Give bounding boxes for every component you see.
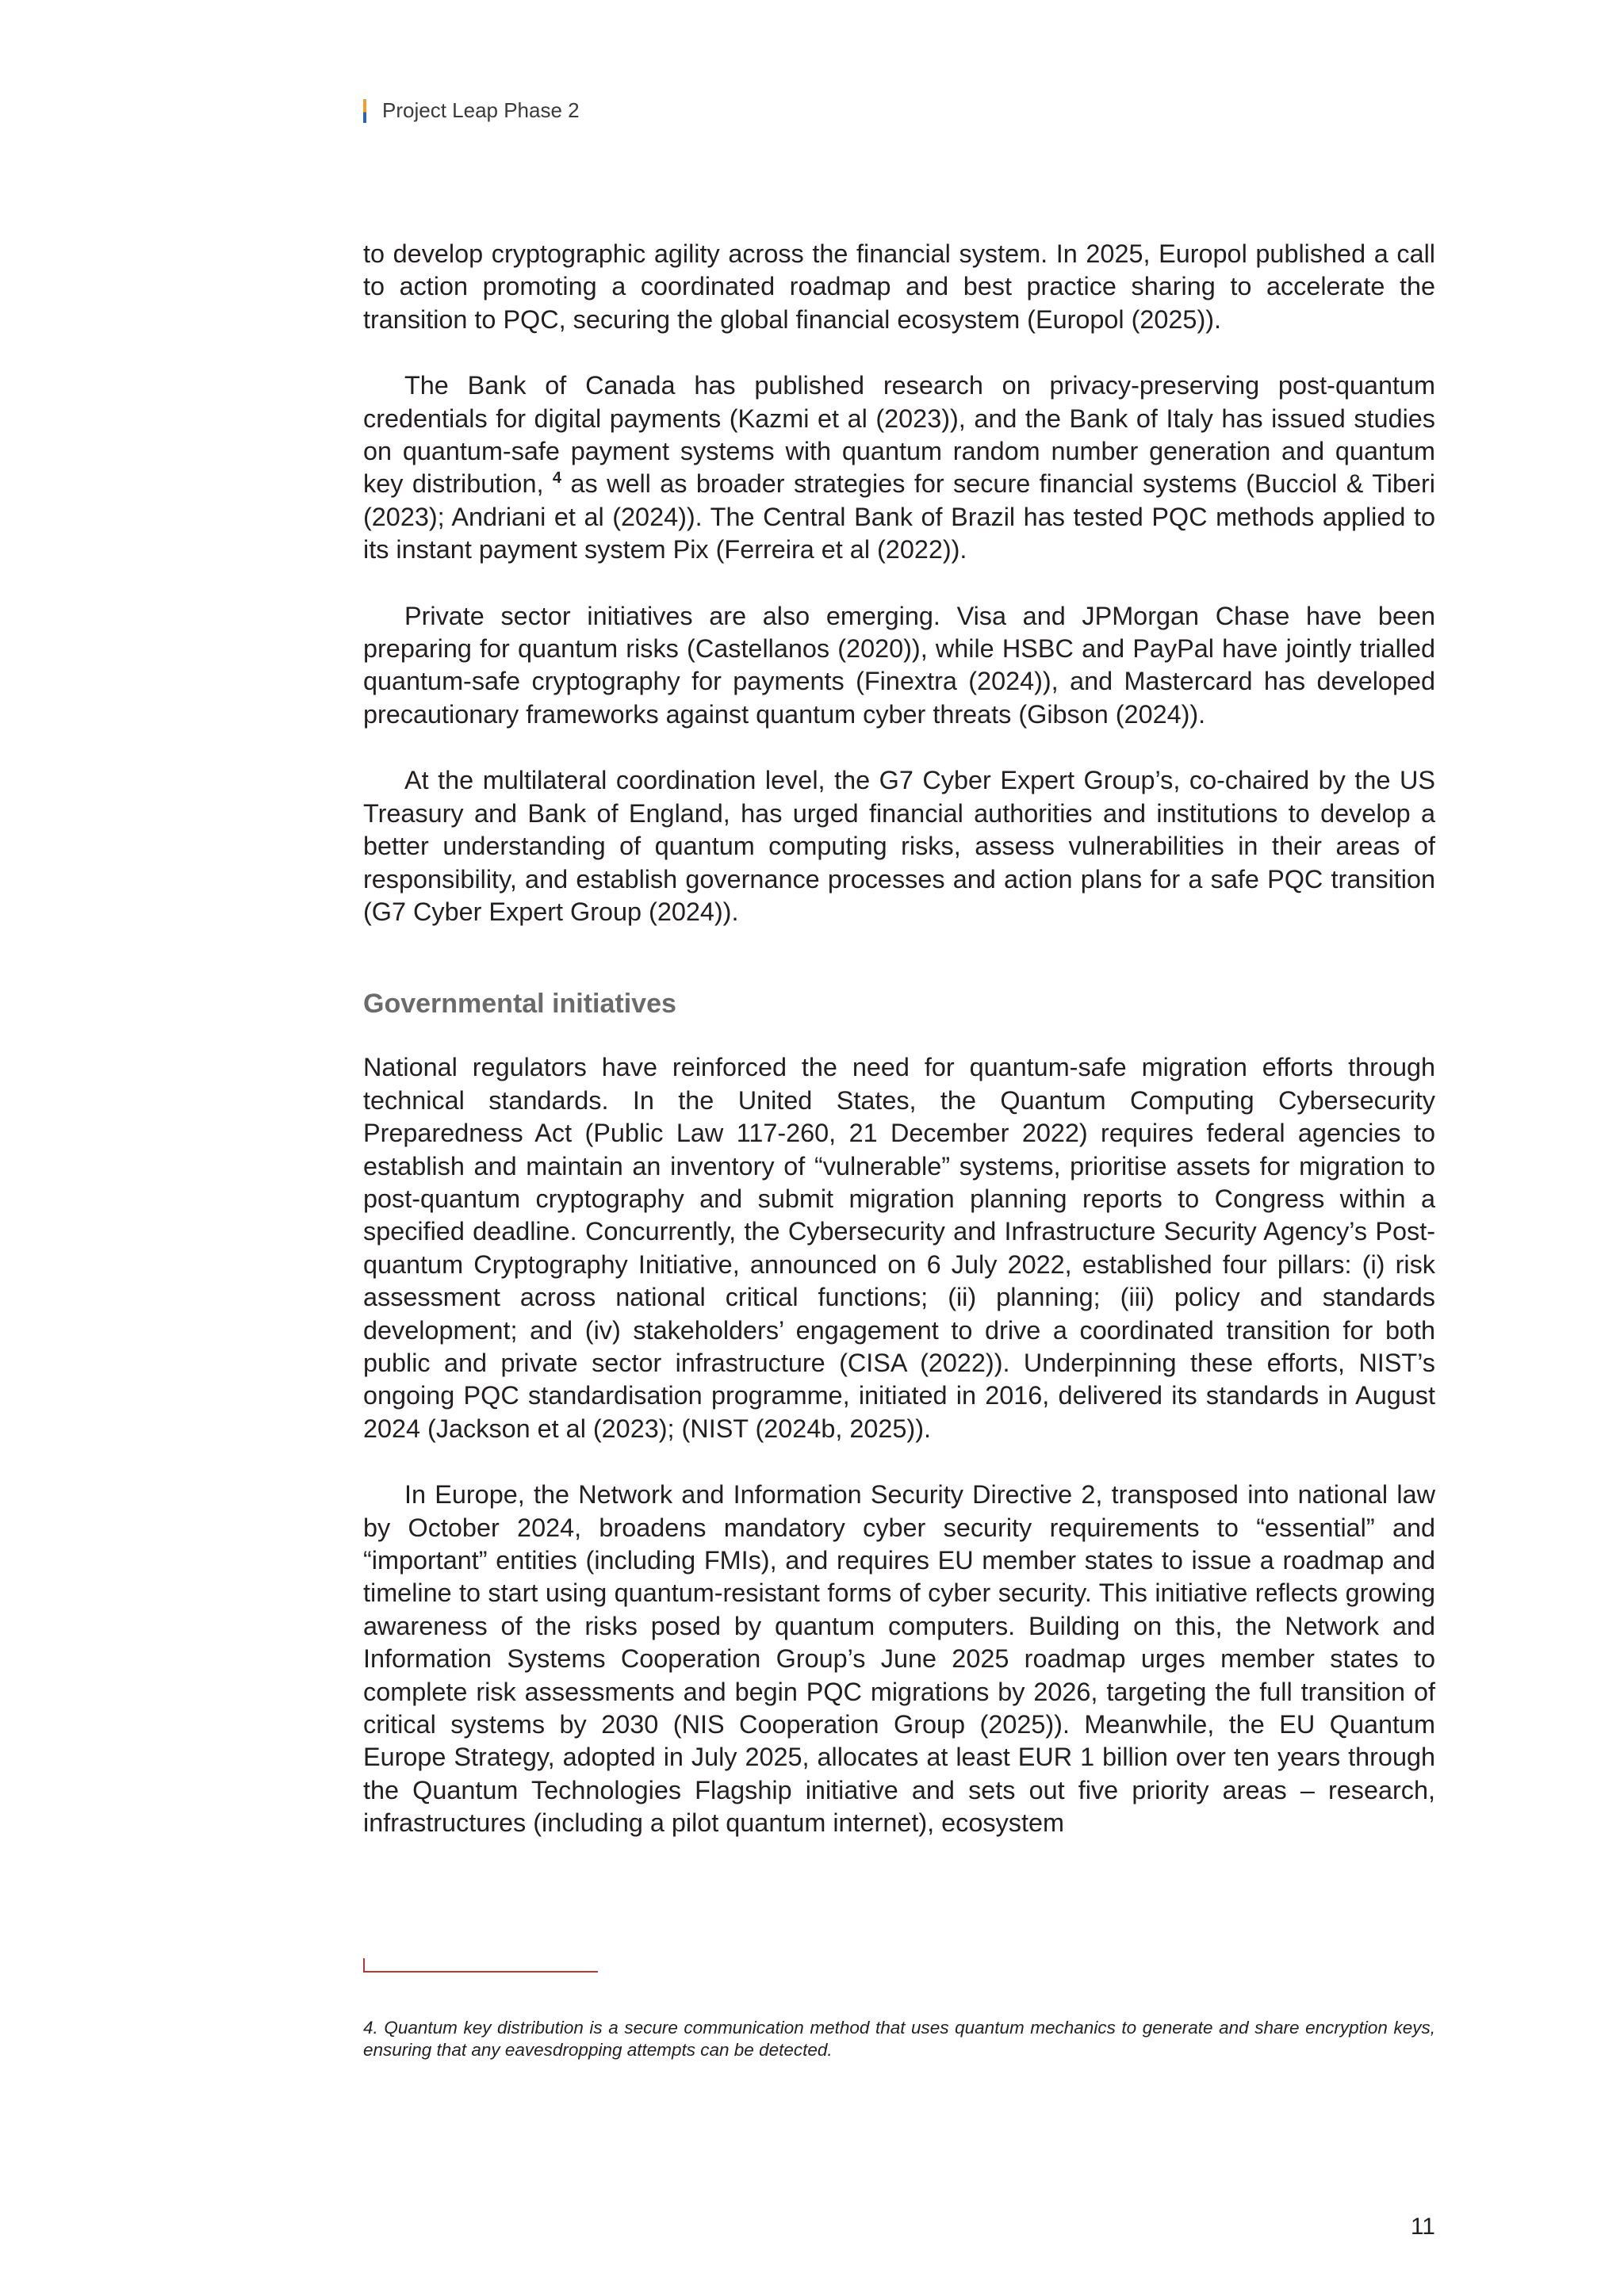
page-number: 11 xyxy=(1410,2214,1435,2240)
paragraph: In Europe, the Network and Information Security Directive 2, transposed into national law by October 2024, broadens mandatory cyber security requirements to “essential” and “important” entities (including FMIs), and requires EU member states to issue a roadmap and timeline to start using quantum-resistant forms of cyber security. This initiative reflects growing awareness of the risks posed by quantum computers. Building on this, the Network and Information Systems Cooperation Group’s June 2025 roadmap urges member states to complete risk assessments and begin PQC migrations by 2026, targeting the full transition of critical systems by 2030 (NIS Cooperation Group (2025)). Meanwhile, the EU Quantum Europe Strategy, adopted in July 2025, allocates at least EUR 1 billion over ten years through the Quantum Technologies Flagship initiative and sets out five priority areas – research, infrastructures (including a pilot quantum internet), ecosystem xyxy=(363,1480,1435,1838)
section-heading: Governmental initiatives xyxy=(363,989,676,1020)
paragraph xyxy=(363,369,1435,566)
paragraph-text: as well as broader strategies for secure financial systems (Bucciol & Tiberi (2023); Andriani et al (2024)). The Central Bank of Brazil has tested PQC methods applied to its instant payment system Pix (Ferreira et al (2022)). xyxy=(363,469,1435,564)
running-header xyxy=(363,98,580,123)
paragraph: to develop cryptographic agility across the financial system. In 2025, Europol published a call to action promoting a coordinated roadmap and best practice sharing to accelerate the transition to PQC, securing the global financial ecosystem (Europol (2025)). xyxy=(363,239,1435,334)
header-accent-bar xyxy=(363,99,366,123)
paragraph-text: The Bank of Canada has published research on privacy-preserving post-quantum credentials for digital payments (Kazmi et al (2023)), and the Bank of Italy has issued studies on quantum-safe payment systems with quantum random number generation and quantum key distribution, xyxy=(363,371,1435,499)
main-content xyxy=(363,238,1435,1873)
header-title: Project Leap Phase 2 xyxy=(382,98,580,122)
paragraph: National regulators have reinforced the need for quantum-safe migration efforts through technical standards. In the United States, the Quantum Computing Cybersecurity Preparedness Act (Public Law 117-260, 21 December 2022) requires federal agencies to establish and maintain an inventory of “vulnerable” systems, prioritise assets for migration to post-quantum cryptography and submit migration planning reports to Congress within a specified deadline. Concurrently, the Cybersecurity and Infrastructure Security Agency’s Post-quantum Cryptography Initiative, announced on 6 July 2022, established four pillars: (i) risk assessment across national critical functions; (ii) planning; (iii) policy and standards development; and (iv) stakeholders’ engagement to drive a coordinated transition for both public and private sector infrastructure (CISA (2022)). Underpinning these efforts, NIST’s ongoing PQC standardisation programme, initiated in 2016, delivered its standards in August 2024 (Jackson et al (2023); (NIST (2024b, 2025)). xyxy=(363,1053,1435,1443)
paragraph: Private sector initiatives are also emerging. Visa and JPMorgan Chase have been preparing for quantum risks (Castellanos (2020)), while HSBC and PayPal have jointly trialled quantum-safe cryptography for payments (Finextra (2024)), and Mastercard has developed precautionary frameworks against quantum cyber threats (Gibson (2024)). xyxy=(363,601,1435,729)
footnote-separator xyxy=(363,1958,598,1973)
footnote: 4. Quantum key distribution is a secure communication method that uses quantum mechanics to generate and share encryption keys, ensuring that any eavesdropping attempts can be detected. xyxy=(363,2017,1435,2060)
paragraph: At the multilateral coordination level, the G7 Cyber Expert Group’s, co-chaired by the US Treasury and Bank of England, has urged financial authorities and institutions to develop a better understanding of quantum computing risks, assess vulnerabilities in their areas of responsibility, and establish governance processes and action plans for a safe PQC transition (G7 Cyber Expert Group (2024)). xyxy=(363,766,1435,926)
footnote-reference[interactable]: 4 xyxy=(552,469,562,488)
